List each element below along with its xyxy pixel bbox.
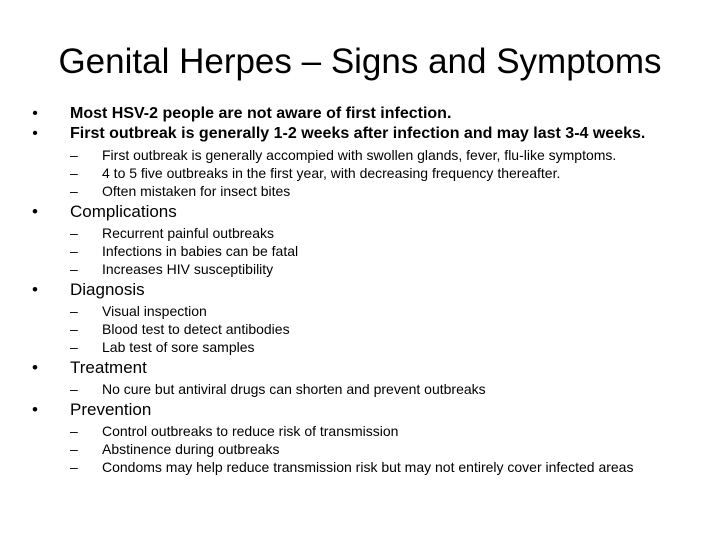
dash-icon: – [70, 243, 78, 259]
dash-icon: – [70, 183, 78, 199]
sub-item-text: Abstinence during outbreaks [102, 441, 280, 457]
bullet-text: First outbreak is generally 1-2 weeks after infection and may last 3-4 weeks. [70, 125, 646, 142]
dash-icon: – [70, 339, 78, 355]
sub-item [28, 382, 708, 397]
dash-icon: – [70, 423, 78, 439]
dash-icon: – [70, 165, 78, 181]
dash-icon: – [70, 147, 78, 163]
dash-icon: – [70, 321, 78, 337]
bullet-item [28, 124, 708, 144]
bullet-text: Most HSV-2 people are not aware of first infection. [70, 105, 452, 122]
bullet-text: Prevention [70, 400, 152, 419]
bullet-item [28, 358, 708, 378]
sub-list [28, 148, 708, 199]
sub-item-text: Condoms may help reduce transmission risk but may not entirely cover infected areas [102, 459, 634, 475]
sub-item [28, 184, 708, 199]
dash-icon: – [70, 225, 78, 241]
sub-item [28, 424, 708, 439]
sub-item-text: Recurrent painful outbreaks [102, 225, 274, 241]
sub-item-text: Often mistaken for insect bites [102, 183, 291, 199]
dash-icon: – [70, 261, 78, 277]
sub-list [28, 424, 708, 475]
slide-title: Genital Herpes – Signs and Symptoms [58, 42, 662, 81]
sub-item-text: Control outbreaks to reduce risk of transmission [102, 423, 399, 439]
sub-list [28, 304, 708, 355]
sub-item [28, 442, 708, 457]
sub-item-text: Infections in babies can be fatal [102, 243, 299, 259]
sub-item-text: First outbreak is generally accompied with swollen glands, fever, flu-like symptoms. [102, 147, 617, 163]
bullet-item [28, 104, 708, 124]
sub-item [28, 460, 708, 475]
sub-list [28, 226, 708, 277]
sub-item [28, 166, 708, 181]
bullet-item [28, 280, 708, 300]
bullet-item [28, 400, 708, 420]
sub-item [28, 226, 708, 241]
bullet-icon: • [32, 105, 38, 122]
sub-item [28, 322, 708, 337]
dash-icon: – [70, 459, 78, 475]
bullet-text: Diagnosis [70, 280, 145, 299]
sub-item-text: Lab test of sore samples [102, 339, 255, 355]
dash-icon: – [70, 441, 78, 457]
sub-item [28, 244, 708, 259]
sub-item-text: Visual inspection [102, 303, 207, 319]
bullet-item [28, 202, 708, 222]
bullet-icon: • [32, 400, 38, 419]
sub-item-text: Increases HIV susceptibility [102, 261, 274, 277]
sub-item-text: No cure but antiviral drugs can shorten and prevent outbreaks [102, 381, 486, 397]
dash-icon: – [70, 381, 78, 397]
bullet-icon: • [32, 280, 38, 299]
sub-item-text: Blood test to detect antibodies [102, 321, 290, 337]
bullet-text: Complications [70, 202, 177, 221]
sub-item [28, 304, 708, 319]
sub-item [28, 262, 708, 277]
dash-icon: – [70, 303, 78, 319]
sub-item [28, 340, 708, 355]
bullet-icon: • [32, 358, 38, 377]
slide-body [28, 104, 708, 478]
bullet-text: Treatment [70, 358, 147, 377]
bullet-icon: • [32, 125, 38, 142]
sub-item [28, 148, 708, 163]
sub-list [28, 382, 708, 397]
sub-item-text: 4 to 5 five outbreaks in the first year, with decreasing frequency thereafter. [102, 165, 561, 181]
bullet-icon: • [32, 202, 38, 221]
